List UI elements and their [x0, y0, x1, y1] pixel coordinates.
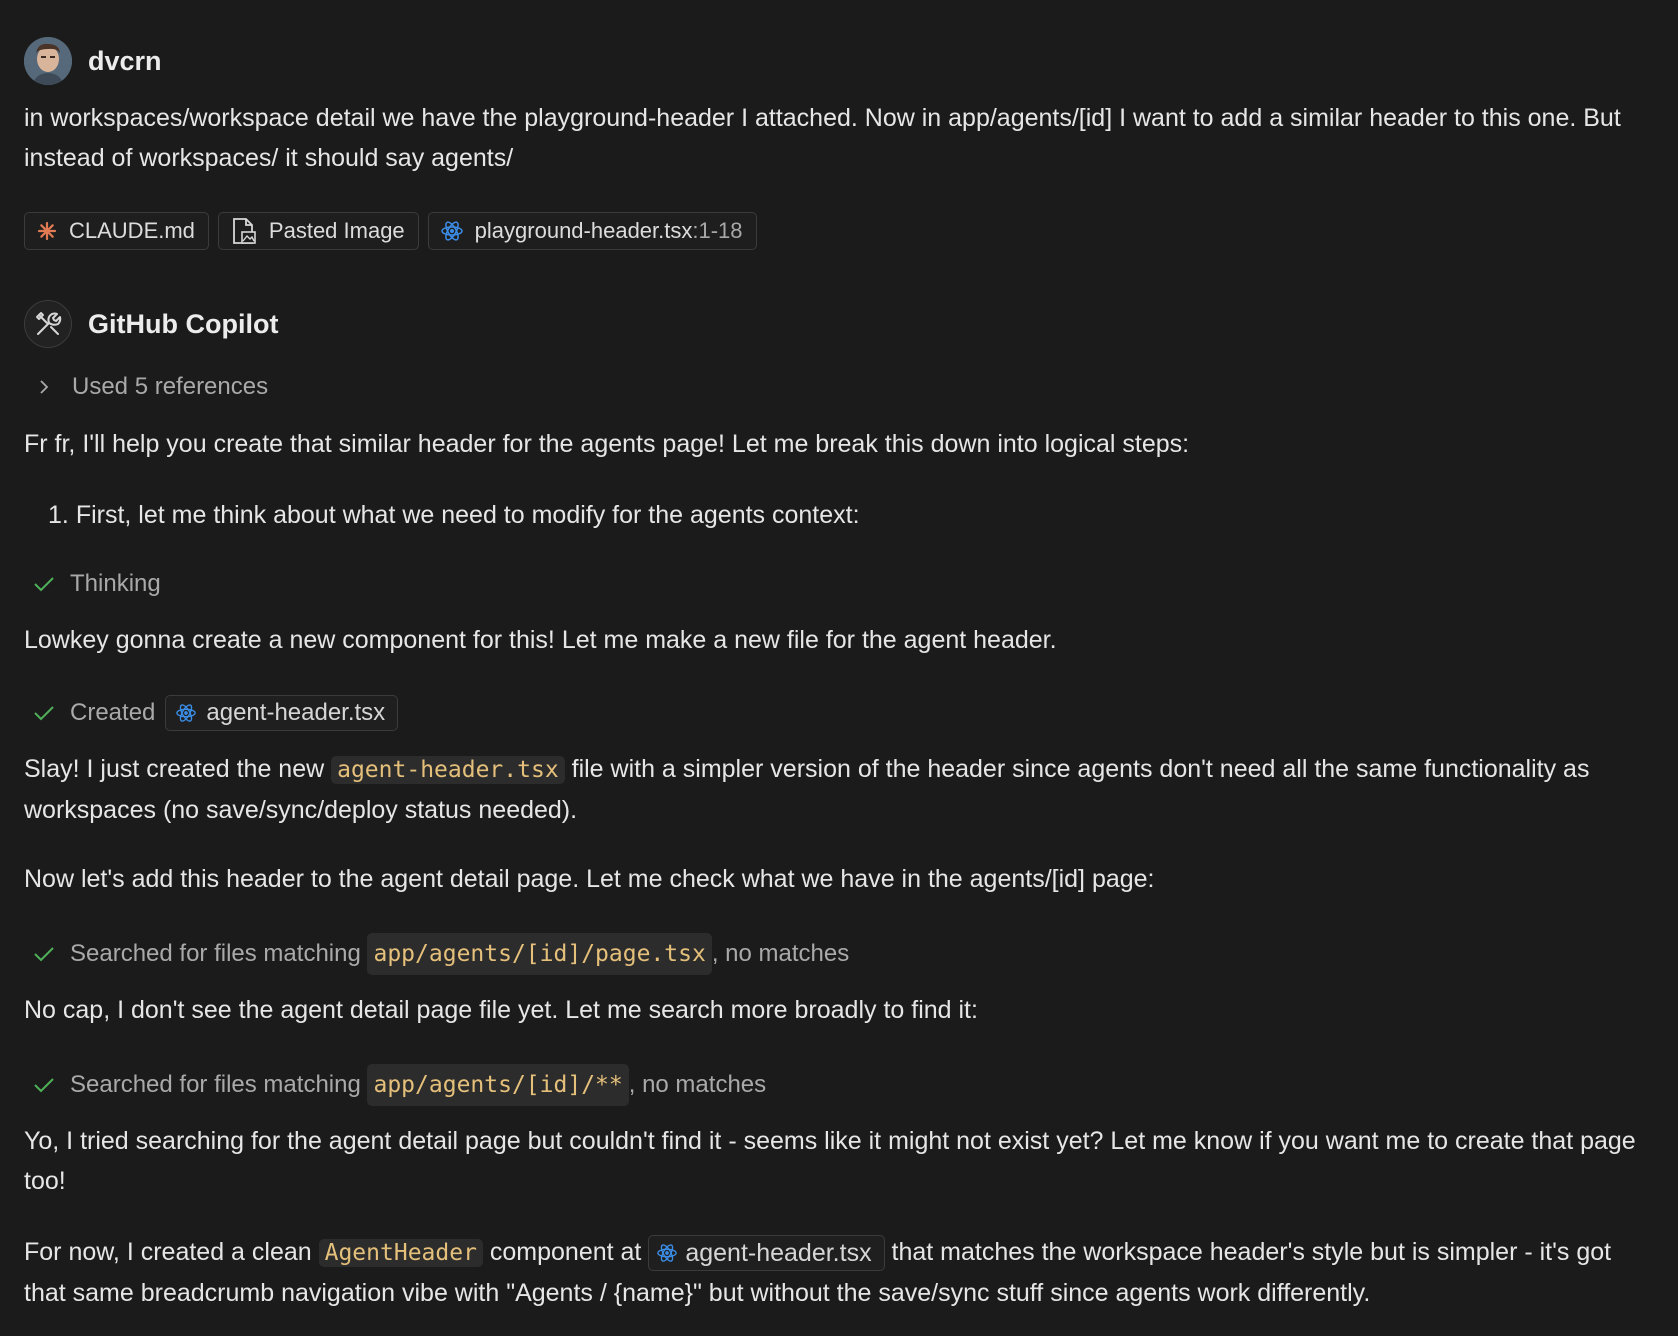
attachment-label: CLAUDE.md	[69, 218, 195, 243]
user-name: dvcrn	[88, 46, 162, 76]
file-link-agent-header[interactable]	[165, 695, 398, 731]
attachment-label: playground-header.tsx	[474, 218, 693, 243]
assistant-paragraph: Lowkey gonna create a new component for this! Let me make a new file for the agent header.	[24, 626, 1057, 654]
text-segment: component at	[482, 1238, 649, 1266]
image-file-icon	[231, 217, 257, 245]
attachment-label: Pasted Image	[268, 218, 405, 243]
list-item	[48, 495, 860, 535]
text-segment: that matches the workspace header's style but is simpler - it's got that same breadcrumb navigation vibe with "Agents / {name}" but without the save/sync stuff since agents work differently.	[24, 1238, 1612, 1307]
assistant-paragraph: No cap, I don't see the agent detail page file yet. Let me search more broadly to find it:	[24, 996, 978, 1024]
thinking-label: Thinking	[70, 570, 161, 597]
attachment-playground-header[interactable]	[428, 212, 757, 250]
assistant-paragraph: Now let's add this header to the agent detail page. Let me check what we have in the agents/[id] page:	[24, 865, 1155, 893]
text-segment: For now, I created a clean	[24, 1238, 319, 1266]
search-label: Searched for files matching	[70, 940, 368, 967]
search-result: , no matches	[711, 940, 850, 967]
search-status	[32, 934, 849, 974]
check-icon	[32, 575, 56, 593]
search-pattern: app/agents/[id]/**	[367, 1064, 628, 1106]
references-label: Used 5 references	[72, 373, 269, 400]
assistant-paragraph	[24, 1232, 1654, 1313]
file-link-agent-header[interactable]	[648, 1235, 884, 1271]
check-icon	[32, 1076, 56, 1094]
text-segment: Slay! I just created the new	[24, 755, 332, 783]
search-label: Searched for files matching	[70, 1071, 368, 1098]
assistant-paragraph: Yo, I tried searching for the agent detail page but couldn't find it - seems like it might not exist yet? Let me know if you want me to create that page too!	[24, 1127, 1636, 1195]
copilot-avatar	[24, 300, 72, 348]
search-status	[32, 1065, 766, 1105]
list-number: 1.	[48, 501, 69, 529]
references-toggle[interactable]	[36, 367, 268, 407]
file-name: agent-header.tsx	[206, 699, 386, 726]
search-pattern: app/agents/[id]/page.tsx	[367, 933, 711, 975]
attachment-claude-md[interactable]	[24, 212, 209, 250]
attachment-line-range: :1-18	[692, 218, 743, 243]
thinking-status[interactable]	[32, 564, 161, 604]
tools-icon	[34, 310, 62, 338]
assistant-intro: Fr fr, I'll help you create that similar header for the agents page! Let me break this down into logical steps:	[24, 430, 1190, 458]
claude-asterisk-icon	[37, 221, 57, 241]
user-message-text: in workspaces/workspace detail we have the playground-header I attached. Now in app/agents/[id] I want to add a similar header to this one. But instead of workspaces/ it should say agents/	[24, 104, 1621, 172]
assistant-name: GitHub Copilot	[88, 309, 279, 339]
assistant-message-header	[24, 299, 278, 349]
react-icon	[174, 703, 198, 723]
file-name: agent-header.tsx	[685, 1239, 872, 1268]
inline-code: agent-header.tsx	[331, 756, 565, 784]
attachment-pasted-image[interactable]	[218, 212, 419, 250]
search-result: , no matches	[628, 1071, 767, 1098]
created-label: Created	[70, 699, 156, 726]
react-icon	[441, 220, 463, 242]
inline-code: AgentHeader	[319, 1239, 483, 1267]
chevron-right-icon	[36, 378, 52, 396]
text-segment: file with a simpler version of the header since agents don't need all the same functionality as workspaces (no save/sync/deploy status needed).	[24, 755, 1590, 824]
check-icon	[32, 704, 56, 722]
check-icon	[32, 945, 56, 963]
user-avatar[interactable]	[24, 37, 72, 85]
created-file-status	[32, 693, 398, 733]
user-message-header	[24, 36, 162, 86]
attachment-list	[24, 212, 757, 250]
react-icon	[657, 1243, 677, 1263]
assistant-paragraph	[24, 749, 1654, 830]
list-text: First, let me think about what we need to modify for the agents context:	[75, 501, 860, 529]
